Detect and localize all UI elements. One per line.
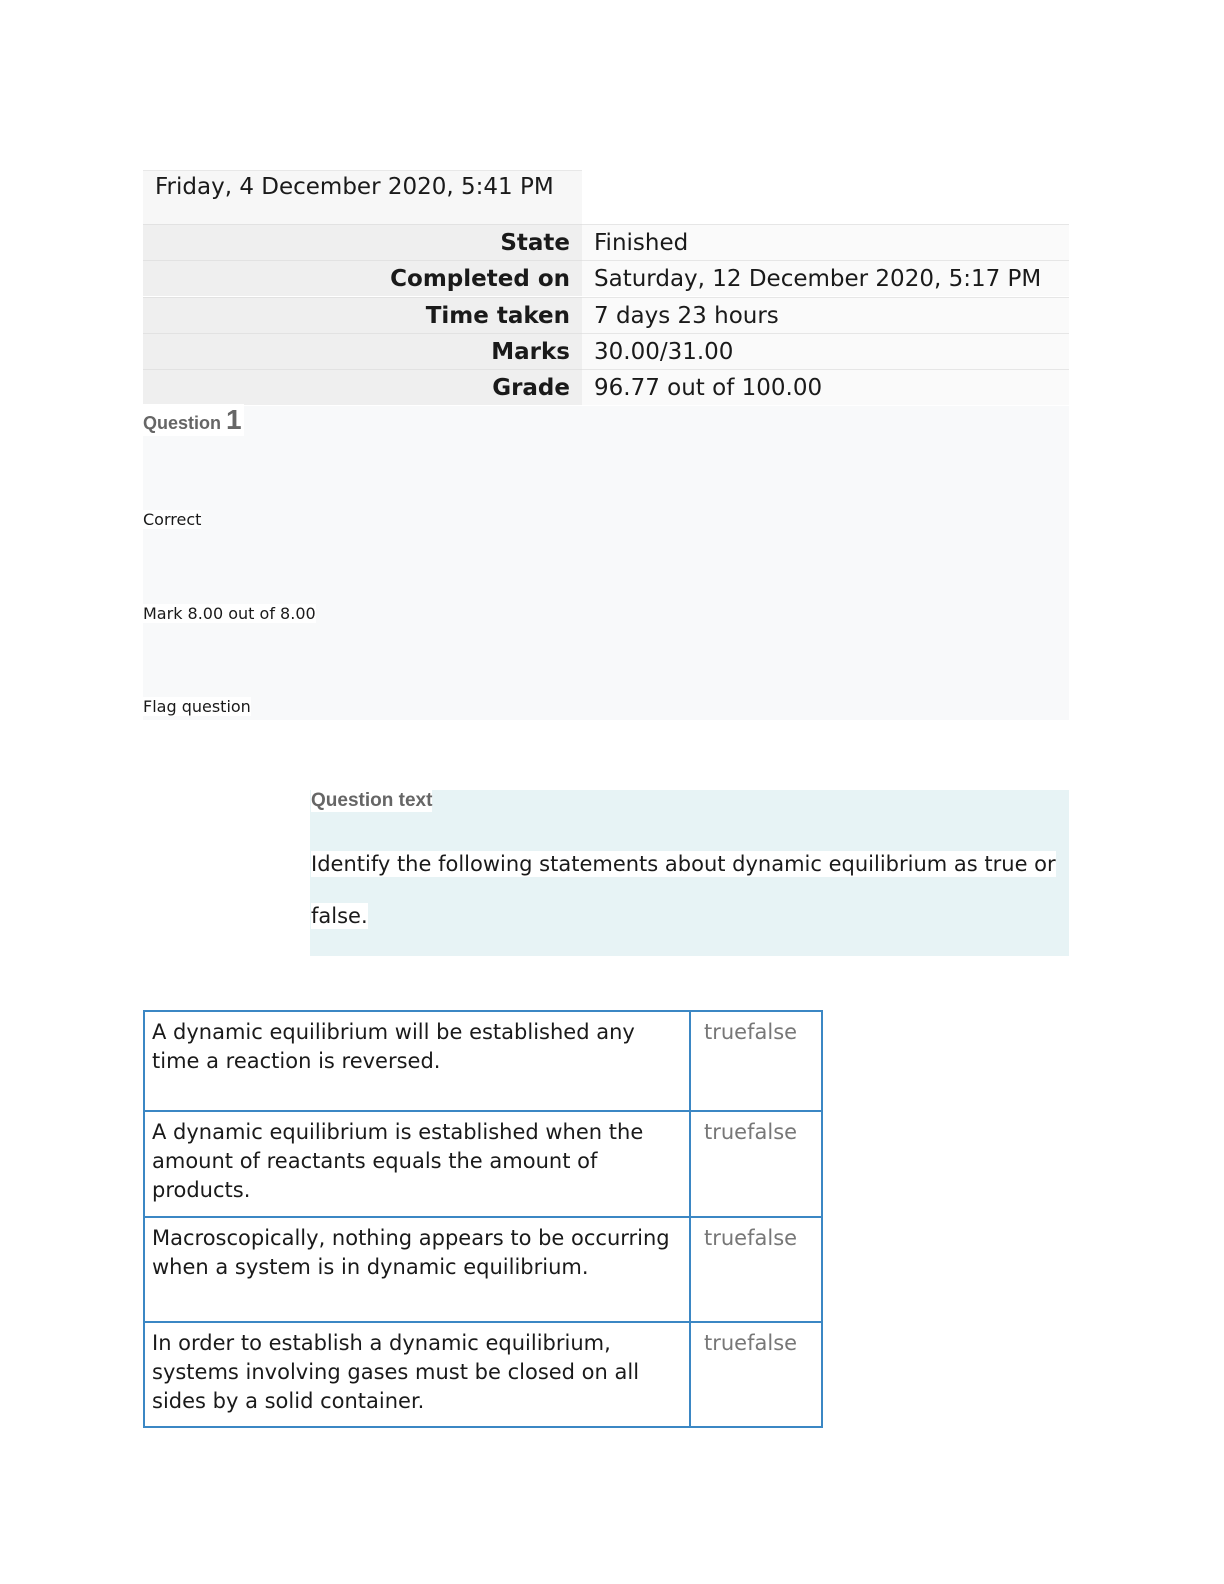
statement-text: A dynamic equilibrium is established when the amount of reactants equals the amount of products. xyxy=(144,1111,690,1217)
question-number-value: 1 xyxy=(226,404,242,435)
summary-value: Finished xyxy=(582,224,1069,260)
summary-label: State xyxy=(143,224,582,260)
table-row xyxy=(144,1217,822,1322)
answer-select[interactable]: truefalse xyxy=(690,1217,822,1322)
statement-text: Macroscopically, nothing appears to be occurring when a system is in dynamic equilibrium. xyxy=(144,1217,690,1322)
summary-row-state xyxy=(143,224,1069,260)
summary-label: Completed on xyxy=(143,260,582,296)
summary-value: 30.00/31.00 xyxy=(582,333,1069,369)
question-text-line: Identify the following statements about dynamic equilibrium as true or xyxy=(311,852,1056,876)
summary-row-grade xyxy=(143,369,1069,405)
statements-table xyxy=(143,1010,823,1428)
question-text-line: false. xyxy=(311,904,368,928)
summary-row-time-taken xyxy=(143,297,1069,333)
summary-label: Grade xyxy=(143,369,582,405)
summary-row-marks xyxy=(143,333,1069,369)
question-text-label: Question text xyxy=(311,790,433,811)
question-info-panel xyxy=(143,406,1069,720)
table-row xyxy=(144,1322,822,1427)
table-row xyxy=(144,1111,822,1217)
table-row xyxy=(144,1011,822,1111)
started-on: Friday, 4 December 2020, 5:41 PM xyxy=(143,170,582,225)
summary-value: Saturday, 12 December 2020, 5:17 PM xyxy=(582,260,1069,296)
question-label: Question xyxy=(143,413,222,433)
summary-label: Marks xyxy=(143,333,582,369)
question-state: Correct xyxy=(143,510,202,529)
statement-text: In order to establish a dynamic equilibrium, systems involving gases must be closed on all sides by a solid container. xyxy=(144,1322,690,1427)
question-mark: Mark 8.00 out of 8.00 xyxy=(143,604,316,623)
statement-text: A dynamic equilibrium will be established any time a reaction is reversed. xyxy=(144,1011,690,1111)
summary-row-completed-on xyxy=(143,260,1069,296)
summary-value: 7 days 23 hours xyxy=(582,297,1069,333)
answer-select[interactable]: truefalse xyxy=(690,1011,822,1111)
answer-select[interactable]: truefalse xyxy=(690,1111,822,1217)
summary-label: Time taken xyxy=(143,297,582,333)
flag-question-link[interactable]: Flag question xyxy=(143,697,251,716)
summary-value: 96.77 out of 100.00 xyxy=(582,369,1069,405)
answer-select[interactable]: truefalse xyxy=(690,1322,822,1427)
question-number xyxy=(143,404,244,436)
